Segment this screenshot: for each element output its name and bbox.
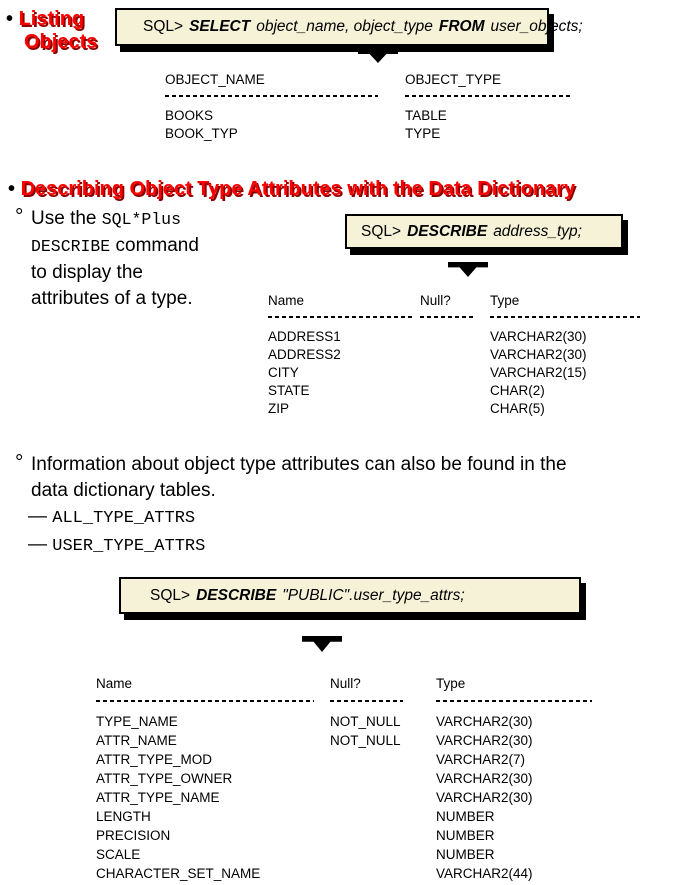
table-cell <box>420 365 490 383</box>
mono-user-type-attrs: USER_TYPE_ATTRS <box>52 537 206 556</box>
column-underline <box>490 316 640 318</box>
circle-bullet-icon: ° <box>15 205 24 228</box>
bullet-icon: • <box>6 8 14 30</box>
column-underline <box>330 700 403 702</box>
table-cell: VARCHAR2(30) <box>436 790 533 805</box>
table-cell <box>330 847 436 866</box>
result-table-user-type-attrs <box>96 676 606 885</box>
table-cell <box>330 752 436 771</box>
table-header: OBJECT_NAME <box>165 72 265 87</box>
sql-arg-columns: object_name, object_type <box>256 18 433 35</box>
column-underline <box>436 700 592 702</box>
dash-icon: — <box>28 534 47 555</box>
sql-box-describe-address-typ <box>345 214 623 249</box>
sql-box-select-user-objects <box>115 8 583 46</box>
table-cell: CHAR(2) <box>490 383 545 398</box>
table-cell: VARCHAR2(44) <box>436 866 533 881</box>
heading-describing-text: Describing Object Type Attributes with the Data Dictionary <box>20 178 576 200</box>
table-cell: ATTR_TYPE_OWNER <box>96 771 233 786</box>
result-table-user-objects <box>165 72 585 144</box>
table-cell: NUMBER <box>436 847 495 862</box>
table-cell <box>330 790 436 809</box>
table-cell: VARCHAR2(30) <box>436 733 533 748</box>
table-cell: TABLE <box>405 108 447 123</box>
note-text: command <box>115 235 199 256</box>
table-header: Name <box>96 676 133 691</box>
bullet-icon: • <box>8 178 16 200</box>
table-cell: CITY <box>268 365 299 380</box>
table-cell <box>420 383 490 401</box>
sql-box-describe-user-type-attrs <box>119 577 581 614</box>
sql-prompt: SQL> <box>143 18 184 35</box>
table-cell: VARCHAR2(30) <box>436 771 533 786</box>
table-cell: VARCHAR2(15) <box>490 365 587 380</box>
table-cell: ZIP <box>268 401 290 416</box>
table-header: Type <box>436 676 466 691</box>
table-cell: CHARACTER_SET_NAME <box>96 866 261 881</box>
table-header: Name <box>268 293 305 308</box>
dash-item-all-type-attrs <box>28 503 195 533</box>
sql-prompt: SQL> <box>361 222 402 240</box>
mono-describe: DESCRIBE <box>31 237 111 256</box>
sql-prompt: SQL> <box>150 586 191 604</box>
table-cell: LENGTH <box>96 809 151 824</box>
note-use-describe <box>31 206 291 312</box>
heading-describing-attributes <box>8 178 575 201</box>
table-header: Type <box>490 293 520 308</box>
table-cell: ATTR_NAME <box>96 733 177 748</box>
table-cell <box>330 828 436 847</box>
table-cell: TYPE_NAME <box>96 714 178 729</box>
table-cell: ATTR_TYPE_NAME <box>96 790 220 805</box>
heading-listing-objects <box>6 8 97 54</box>
table-cell: VARCHAR2(30) <box>436 714 533 729</box>
dash-icon: — <box>28 506 47 527</box>
table-cell: NOT_NULL <box>330 714 401 729</box>
table-cell <box>420 401 490 419</box>
note-data-dictionary <box>31 452 676 504</box>
down-arrow-icon <box>448 262 488 277</box>
table-cell: NOT_NULL <box>330 733 401 748</box>
note-text: attributes of a type. <box>31 288 193 309</box>
sql-keyword-from: FROM <box>438 18 485 35</box>
table-cell: VARCHAR2(30) <box>490 347 587 362</box>
table-cell <box>330 866 436 885</box>
table-cell: STATE <box>268 383 310 398</box>
table-cell: NUMBER <box>436 809 495 824</box>
table-cell: ATTR_TYPE_MOD <box>96 752 213 767</box>
dash-item-user-type-attrs <box>28 531 205 561</box>
sql-arg-type-name: address_typ; <box>493 222 582 240</box>
table-cell: NUMBER <box>436 828 495 843</box>
table-cell: BOOK_TYP <box>165 126 238 141</box>
table-cell: CHAR(5) <box>490 401 545 416</box>
note-text: to display the <box>31 262 143 283</box>
table-cell <box>420 329 490 347</box>
heading-listing-line2: Objects <box>24 31 98 53</box>
table-cell <box>330 771 436 790</box>
sql-keyword-describe: DESCRIBE <box>196 586 277 604</box>
note-text: data dictionary tables. <box>31 480 216 501</box>
sql-keyword-select: SELECT <box>189 18 251 35</box>
result-table-address-typ <box>268 293 660 419</box>
circle-bullet-icon: ° <box>15 451 24 474</box>
note-text: Information about object type attributes can also be found in the <box>31 454 567 475</box>
column-underline <box>96 700 314 702</box>
sql-keyword-describe: DESCRIBE <box>407 222 488 240</box>
table-cell: VARCHAR2(7) <box>436 752 526 767</box>
down-arrow-icon <box>302 636 342 652</box>
table-cell: ADDRESS1 <box>268 329 341 344</box>
heading-listing-line1: Listing <box>18 8 85 30</box>
table-cell: SCALE <box>96 847 141 862</box>
note-text: Use the <box>31 208 97 229</box>
table-cell: ADDRESS2 <box>268 347 341 362</box>
mono-all-type-attrs: ALL_TYPE_ATTRS <box>52 509 196 528</box>
down-arrow-icon <box>358 49 398 63</box>
column-underline <box>165 95 378 97</box>
column-underline <box>405 95 572 97</box>
table-header: Null? <box>330 676 361 691</box>
table-header: Null? <box>420 293 451 308</box>
mono-sqlplus: SQL*Plus <box>101 210 181 229</box>
table-header: OBJECT_TYPE <box>405 72 502 87</box>
sql-arg-view-name: "PUBLIC".user_type_attrs; <box>282 586 465 604</box>
sql-arg-table: user_objects; <box>490 18 583 35</box>
table-cell <box>420 347 490 365</box>
table-cell: BOOKS <box>165 108 214 123</box>
column-underline <box>268 316 414 318</box>
column-underline <box>420 316 476 318</box>
table-cell: VARCHAR2(30) <box>490 329 587 344</box>
table-cell: TYPE <box>405 126 441 141</box>
table-cell: PRECISION <box>96 828 171 843</box>
table-cell <box>330 809 436 828</box>
